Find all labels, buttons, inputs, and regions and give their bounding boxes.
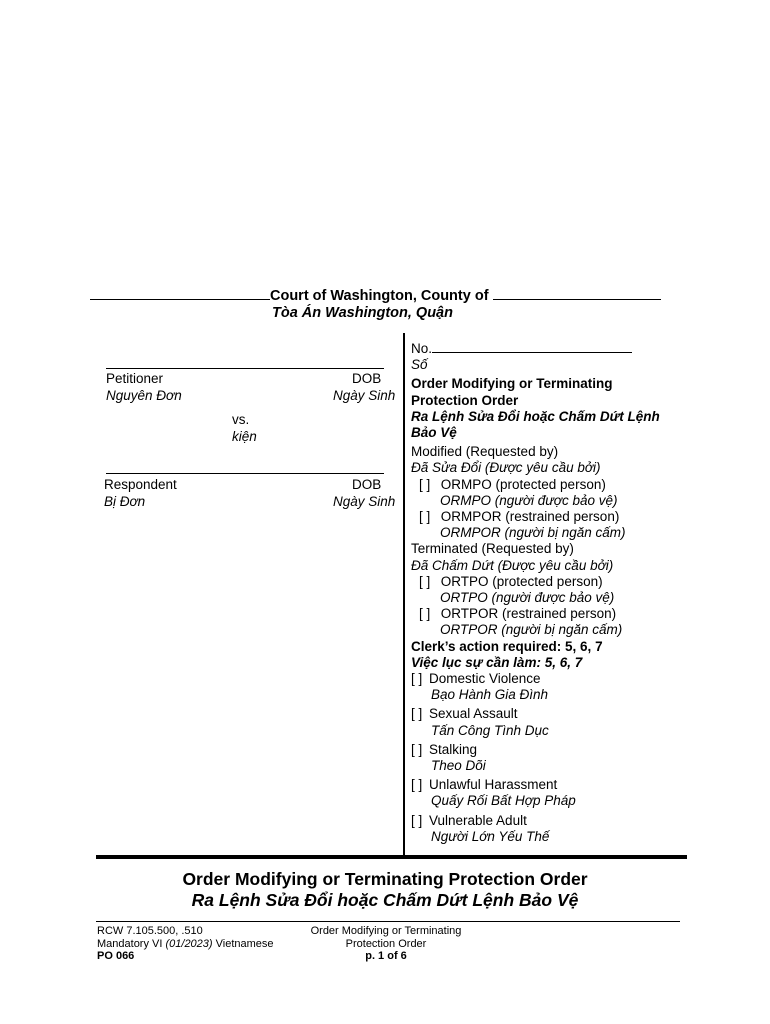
heading-rule xyxy=(96,855,687,859)
option-label-vi: ORTPO (người được bảo vệ) xyxy=(440,590,615,606)
case-type-label: Sexual Assault xyxy=(429,706,518,722)
case-type-label-vi: Theo Dõi xyxy=(431,758,486,774)
clerk-action-vi: Việc lục sự cần làm: 5, 6, 7 xyxy=(411,654,583,670)
case-type-label-vi: Bạo Hành Gia Đình xyxy=(431,687,549,703)
respondent-label-vi: Bị Đơn xyxy=(104,494,146,509)
order-title-vi-line2: Bảo Vệ xyxy=(411,425,457,441)
case-number-label: No. xyxy=(411,341,433,356)
caption-divider xyxy=(403,333,405,855)
option-label: ORMPO (protected person) xyxy=(440,476,606,492)
option-label-vi: ORTPOR (người bị ngăn cấm) xyxy=(440,622,623,638)
petitioner-label: Petitioner xyxy=(106,371,164,386)
case-type-stalking[interactable] xyxy=(411,742,691,758)
case-type-label: Stalking xyxy=(429,741,478,757)
checkbox[interactable]: [ ] xyxy=(419,476,431,492)
case-type-sexual-assault[interactable] xyxy=(411,706,691,722)
court-title-vi: Tòa Án Washington, Quận xyxy=(272,305,453,321)
respondent-dob-label-vi: Ngày Sinh xyxy=(333,494,396,509)
case-type-label: Unlawful Harassment xyxy=(429,777,558,793)
footer-form-code: PO 066 xyxy=(97,950,135,962)
case-type-vulnerable-adult[interactable] xyxy=(411,813,691,829)
footer-page-number: p. 1 of 6 xyxy=(365,950,407,962)
case-info-panel xyxy=(411,340,691,845)
county-blank[interactable] xyxy=(493,287,661,300)
option-ormpo[interactable] xyxy=(411,477,691,493)
case-number-label-vi: Số xyxy=(411,357,428,373)
case-type-label-vi: Quấy Rối Bất Hợp Pháp xyxy=(431,793,576,809)
option-label: ORTPO (protected person) xyxy=(440,573,603,589)
option-label: ORMPOR (restrained person) xyxy=(440,509,620,525)
versus-label-vi: kiện xyxy=(232,429,257,444)
petitioner-dob-label-vi: Ngày Sinh xyxy=(333,388,396,403)
clerk-action: Clerk’s action required: 5, 6, 7 xyxy=(411,638,603,654)
footer-left xyxy=(97,925,274,963)
case-number xyxy=(411,340,691,357)
checkbox[interactable]: [ ] xyxy=(411,812,423,828)
terminated-heading-vi: Đã Chấm Dứt (Được yêu cầu bởi) xyxy=(411,557,614,573)
option-ortpor[interactable] xyxy=(411,606,691,622)
versus-label: vs. xyxy=(232,412,250,427)
petitioner-label-vi: Nguyên Đơn xyxy=(106,388,182,403)
checkbox[interactable]: [ ] xyxy=(419,509,431,525)
option-ormpor[interactable] xyxy=(411,509,691,525)
terminated-heading: Terminated (Requested by) xyxy=(411,541,574,557)
document-title-vi: Ra Lệnh Sửa Đổi hoặc Chấm Dứt Lệnh Bảo Vệ xyxy=(191,890,579,910)
option-ortpo[interactable] xyxy=(411,574,691,590)
checkbox[interactable]: [ ] xyxy=(411,706,423,722)
case-type-label-vi: Người Lớn Yếu Thế xyxy=(431,828,550,844)
checkbox[interactable]: [ ] xyxy=(419,606,431,622)
option-label-vi: ORMPOR (người bị ngăn cấm) xyxy=(440,525,626,541)
court-name-blank[interactable] xyxy=(90,287,270,300)
modified-heading: Modified (Requested by) xyxy=(411,444,559,460)
footer-rcw: RCW 7.105.500, .510 xyxy=(97,925,203,937)
order-title-vi-line1: Ra Lệnh Sửa Đổi hoặc Chấm Dứt Lệnh xyxy=(411,408,660,424)
court-header xyxy=(90,287,661,304)
footer-form-title-line1: Order Modifying or Terminating xyxy=(310,925,462,937)
petitioner-dob-label: DOB xyxy=(352,371,382,386)
court-title: Court of Washington, County of xyxy=(270,288,489,304)
order-title-line2: Protection Order xyxy=(411,392,519,408)
order-title-line1: Order Modifying or Terminating xyxy=(411,376,613,392)
case-type-unlawful-harassment[interactable] xyxy=(411,777,691,793)
option-label-vi: ORMPO (người được bảo vệ) xyxy=(440,492,618,508)
checkbox[interactable]: [ ] xyxy=(411,777,423,793)
case-number-field[interactable] xyxy=(432,340,632,353)
checkbox[interactable]: [ ] xyxy=(411,741,423,757)
option-label: ORTPOR (restrained person) xyxy=(440,606,617,622)
respondent-label: Respondent xyxy=(104,477,177,492)
document-title: Order Modifying or Terminating Protection Order xyxy=(182,869,588,889)
modified-heading-vi: Đã Sửa Đổi (Được yêu cầu bởi) xyxy=(411,460,601,476)
footer-mandatory: Mandatory VI (01/2023) Vietnamese xyxy=(97,937,274,950)
checkbox[interactable]: [ ] xyxy=(411,671,423,687)
case-type-label: Vulnerable Adult xyxy=(429,812,527,828)
case-type-domestic-violence[interactable] xyxy=(411,671,691,687)
case-type-label: Domestic Violence xyxy=(429,671,541,687)
case-type-label-vi: Tấn Công Tình Dục xyxy=(431,722,549,738)
respondent-dob-label: DOB xyxy=(352,477,382,492)
respondent-name-line[interactable] xyxy=(106,473,384,474)
footer-form-title-line2: Protection Order xyxy=(345,937,427,950)
footer-center xyxy=(286,925,486,963)
petitioner-name-line[interactable] xyxy=(106,368,384,369)
checkbox[interactable]: [ ] xyxy=(419,573,431,589)
footer-rule xyxy=(96,921,680,922)
